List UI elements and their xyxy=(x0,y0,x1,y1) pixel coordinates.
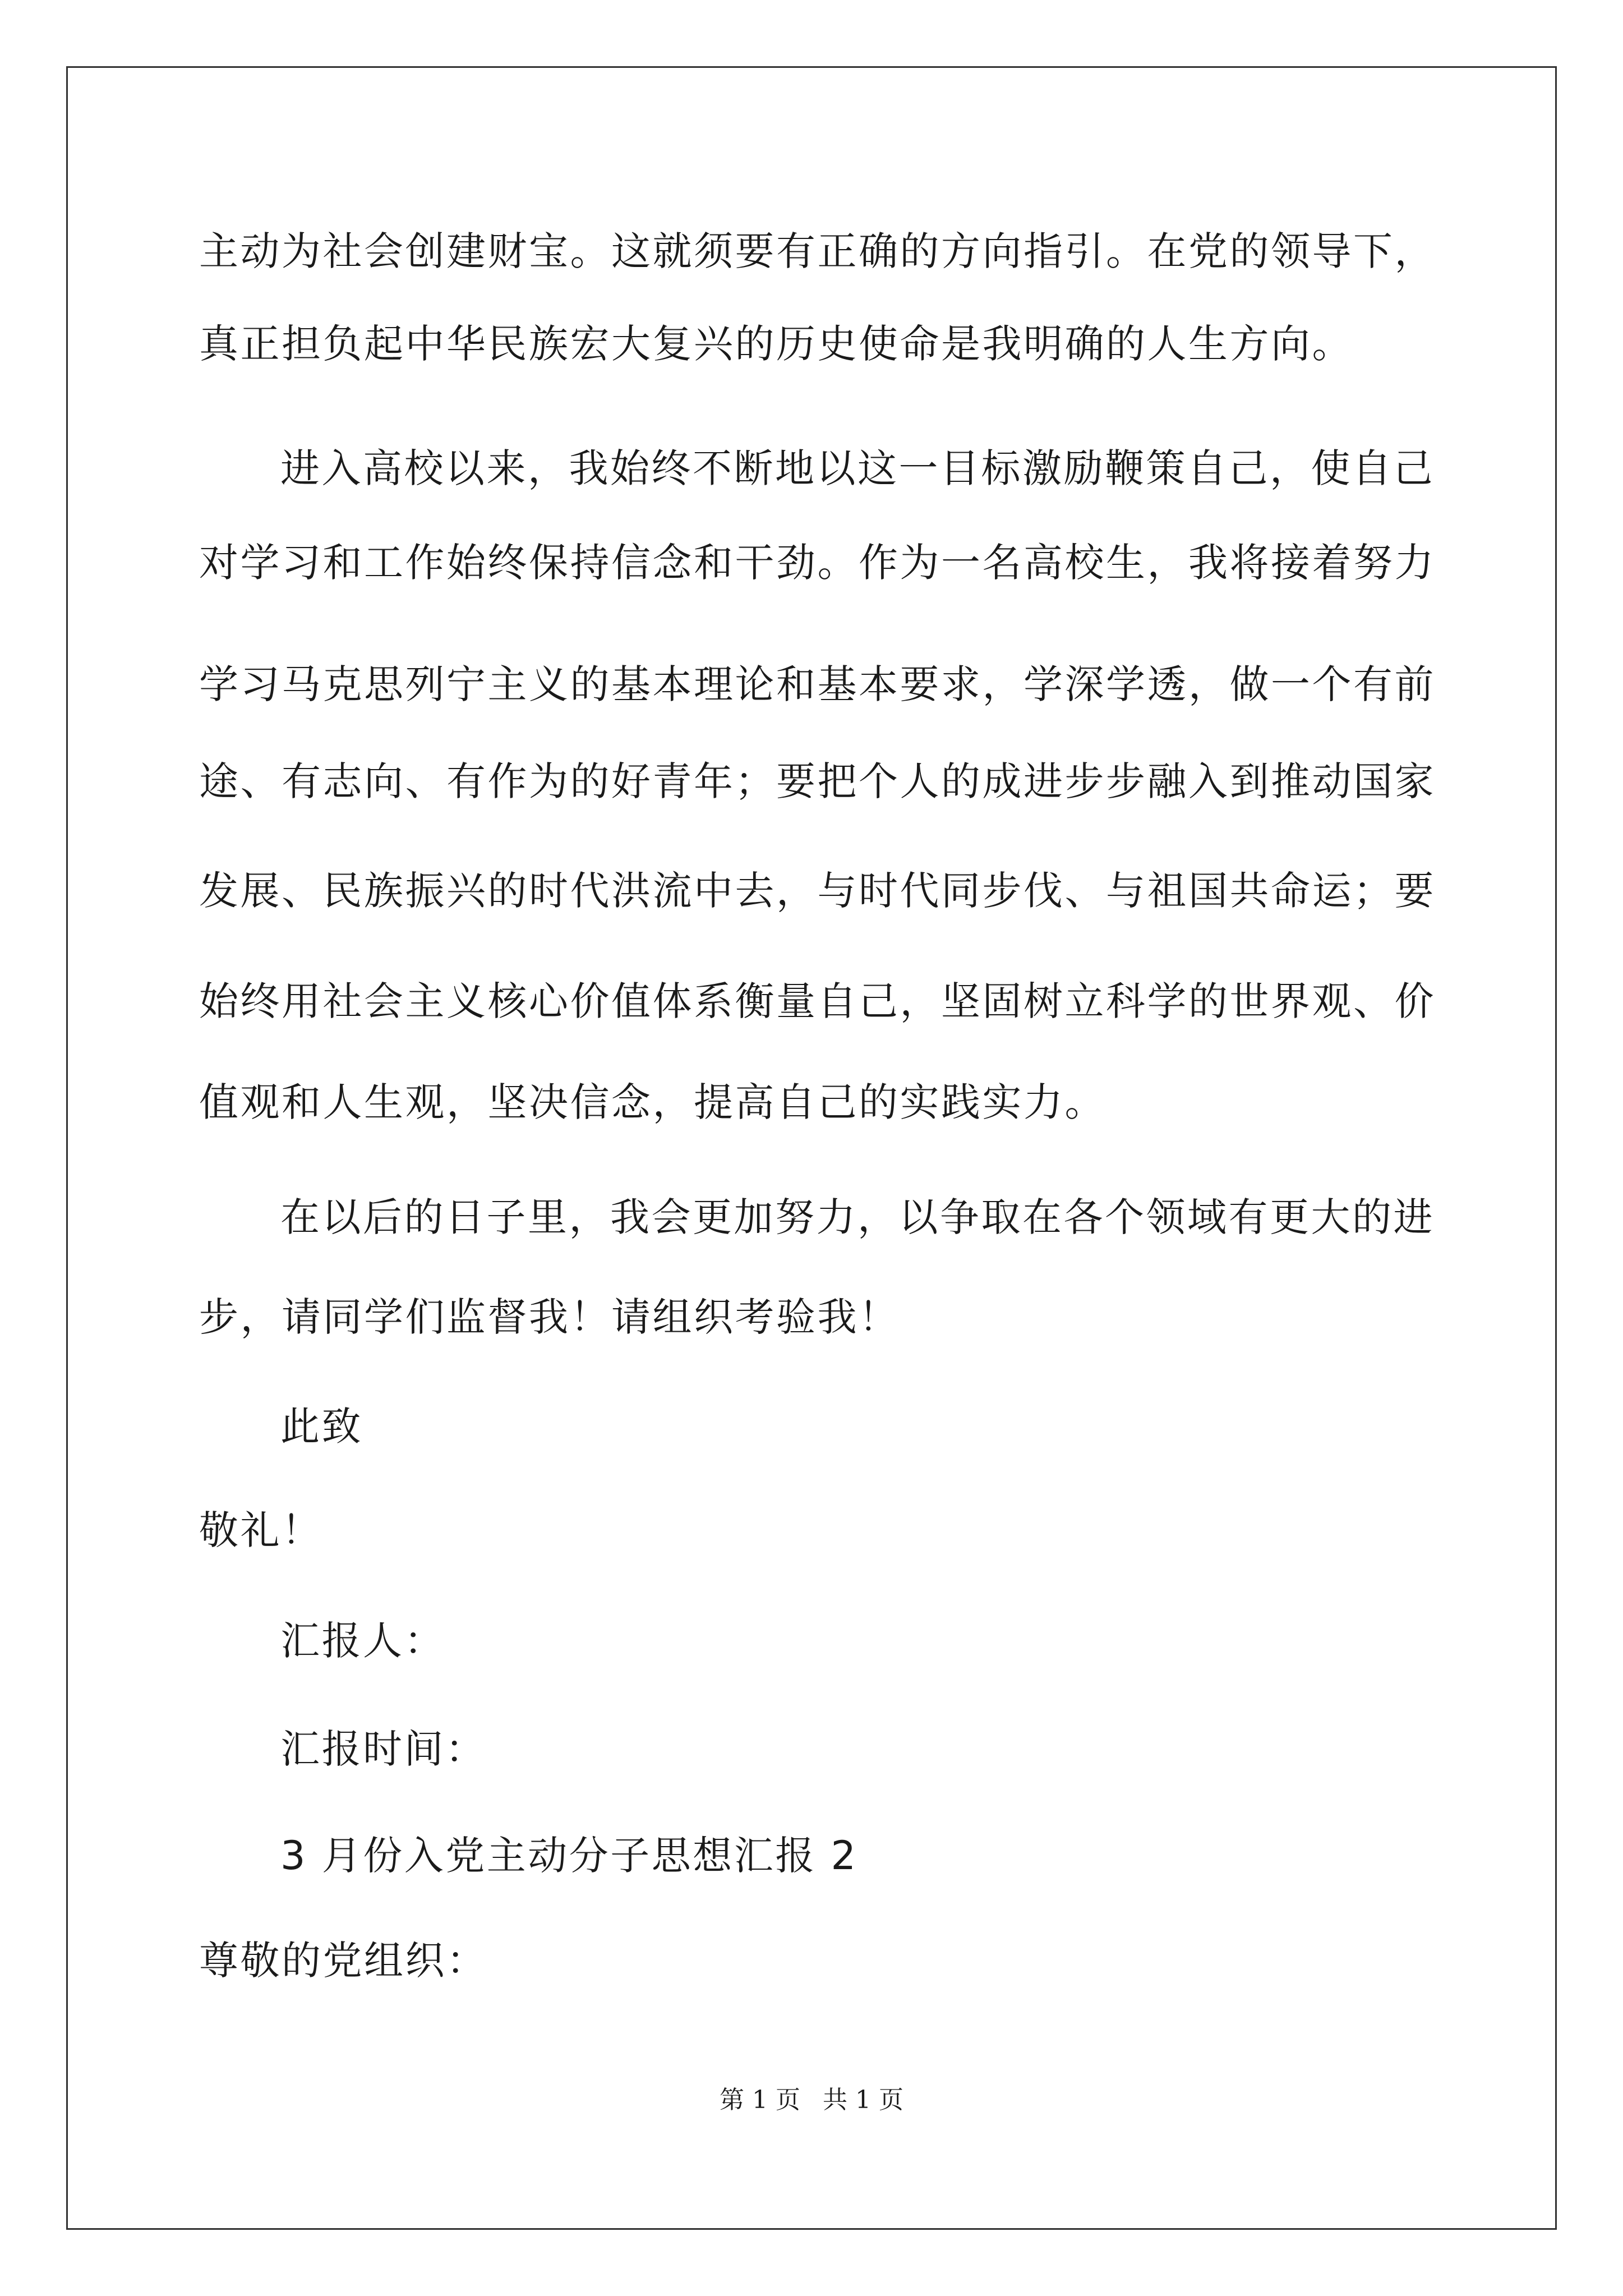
paragraph-line: 对学习和工作始终保持信念和干劲。作为一名高校生，我将接着努力 xyxy=(199,540,1436,586)
paragraph-line: 真正担负起中华民族宏大复兴的历史使命是我明确的人生方向。 xyxy=(199,321,1353,367)
paragraph-line: 步，请同学们监督我！请组织考验我！ xyxy=(199,1294,900,1340)
paragraph-line: 主动为社会创建财宝。这就须要有正确的方向指引。在党的领导下， xyxy=(199,228,1436,274)
salutation-regards: 敬礼！ xyxy=(199,1507,323,1553)
paragraph-line: 始终用社会主义核心价值体系衡量自己，坚固树立科学的世界观、价 xyxy=(199,978,1436,1024)
paragraph-line: 学习马克思列宁主义的基本理论和基本要求，学深学透，做一个有前 xyxy=(199,661,1436,707)
paragraph-line: 在以后的日子里，我会更加努力，以争取在各个领域有更大的进 xyxy=(280,1194,1435,1240)
report-time-label: 汇报时间： xyxy=(280,1726,487,1772)
paragraph-line: 发展、民族振兴的时代洪流中去，与时代同步伐、与祖国共命运；要 xyxy=(199,868,1436,914)
salutation-closing: 此致 xyxy=(280,1404,363,1450)
page-number: 第 1 页 xyxy=(720,2086,800,2114)
section-heading: 3 月份入党主动分子思想汇报 2 xyxy=(280,1833,858,1879)
page-total: 共 1 页 xyxy=(823,2086,903,2114)
page-border xyxy=(66,66,1557,2230)
reporter-label: 汇报人： xyxy=(280,1618,445,1664)
paragraph-line: 途、有志向、有作为的好青年；要把个人的成进步步融入到推动国家 xyxy=(199,758,1436,804)
greeting-line: 尊敬的党组织： xyxy=(199,1938,488,1984)
paragraph-line: 进入高校以来，我始终不断地以这一目标激励鞭策自己，使自己 xyxy=(280,445,1435,491)
paragraph-line: 值观和人生观，坚决信念，提高自己的实践实力。 xyxy=(199,1079,1106,1125)
page-footer xyxy=(0,2085,1623,2116)
